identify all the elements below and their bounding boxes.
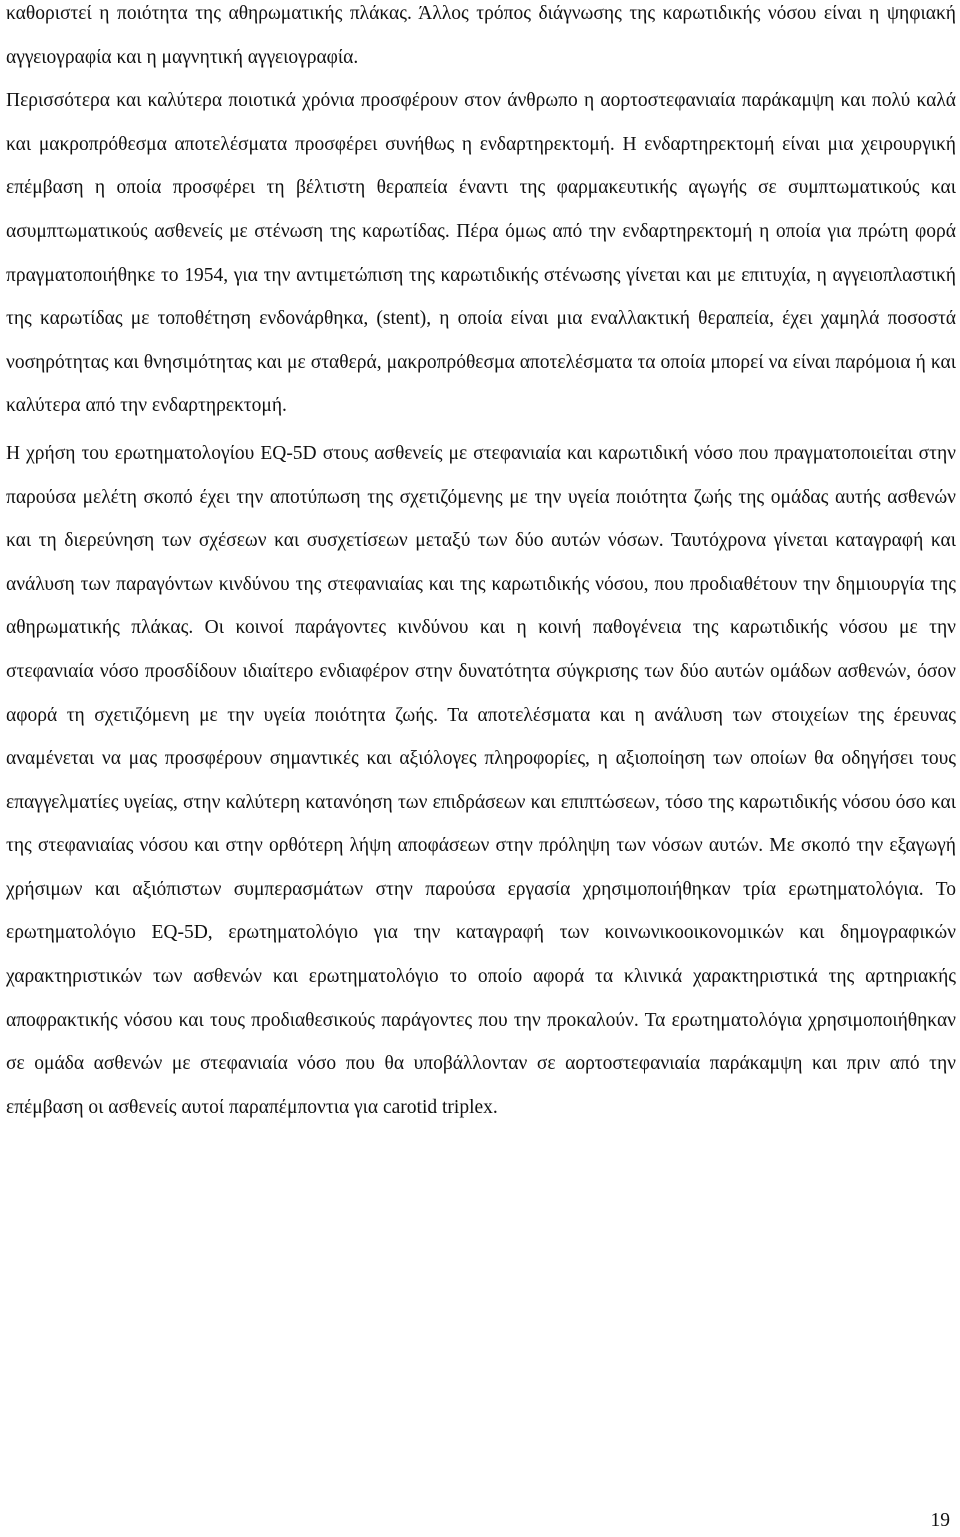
paragraph-treatment: Περισσότερα και καλύτερα ποιοτικά χρόνια προσφέρουν στον άνθρωπο η αορτοστεφανιαία παράκαμψη και πολύ καλά και μακροπρόθεσμα αποτελέσματα προσφέρει συνήθως η ενδαρτηρεκτομή. Η ενδαρτηρεκτομή είναι μια χειρουργική επέμβαση η οποία προσφέρει τη βέλτιστη θεραπεία έναντι της φαρμακευτικής αγωγής σε συμπτωματικούς και ασυμπτωματικούς ασθενείς με στένωση της καρωτίδας. Πέρα όμως από την ενδαρτηρεκτομή η οποία για πρώτη φορά πραγματοποιήθηκε το 1954, για την αντιμετώπιση της καρωτιδικής στένωσης γίνεται και με επιτυχία, η αγγειοπλαστική της καρωτίδας με τοποθέτηση ενδονάρθηκα, (stent), η οποία είναι μια εναλλακτική θεραπεία, έχει χαμηλά ποσοστά νοσηρότητας και θνησιμότητας και με σταθερά, μακροπρόθεσμα αποτελέσματα τα οποία μπορεί να είναι παρόμοια ή και καλύτερα από την ενδαρτηρεκτομή.	[6, 90, 956, 417]
page-number: 19	[930, 1510, 950, 1531]
paragraph-diagnosis: καθοριστεί η ποιότητα της αθηρωματικής πλάκας. Άλλος τρόπος διάγνωσης της καρωτιδικής νόσου είναι η ψηφιακή αγγειογραφία και η μαγνητική αγγειογραφία.	[6, 3, 956, 68]
document-page	[6, 0, 956, 1129]
paragraph-study-purpose: Η χρήση του ερωτηματολογίου EQ-5D στους ασθενείς με στεφανιαία και καρωτιδική νόσο που πραγματοποιείται στην παρούσα μελέτη σκοπό έχει την αποτύπωση της σχετιζόμενης με την υγεία ποιότητα ζωής της ομάδας αυτής ασθενών και τη διερεύνηση των σχέσεων και συσχετίσεων μεταξύ των δύο αυτών νόσων. Ταυτόχρονα γίνεται καταγραφή και ανάλυση των παραγόντων κινδύνου της στεφανιαίας και της καρωτιδικής νόσου, που προδιαθέτουν την δημιουργία της αθηρωματικής πλάκας. Οι κοινοί παράγοντες κινδύνου και η κοινή παθογένεια της καρωτιδικής νόσου με την στεφανιαία νόσο προσδίδουν ιδιαίτερο ενδιαφέρον στην δυνατότητα σύγκρισης των δύο αυτών ομάδων ασθενών, όσον αφορά τη σχετιζόμενη με την υγεία ποιότητα ζωής. Τα αποτελέσματα και η ανάλυση των στοιχείων της έρευνας αναμένεται να μας προσφέρουν σημαντικές και αξιόλογες πληροφορίες, η αξιοποίηση των οποίων θα οδηγήσει τους επαγγελματίες υγείας, στην καλύτερη κατανόηση των επιδράσεων και επιπτώσεων, τόσο της καρωτιδικής νόσου όσο και της στεφανιαίας νόσου και στην ορθότερη λήψη αποφάσεων στην πρόληψη των νόσων αυτών. Με σκοπό την εξαγωγή χρήσιμων και αξιόπιστων συμπερασμάτων στην παρούσα εργασία χρησιμοποιήθηκαν τρία ερωτηματολόγια. Το ερωτηματολόγιο EQ-5D, ερωτηματολόγιο για την καταγραφή των κοινωνικοοικονομικών και δημογραφικών χαρακτηριστικών των ασθενών και ερωτηματολόγιο το οποίο αφορά τα κλινικά χαρακτηριστικά της αρτηριακής αποφρακτικής νόσου και τους προδιαθεσικούς παράγοντες που την προκαλούν. Τα ερωτηματολόγια χρησιμοποιήθηκαν σε ομάδα ασθενών με στεφανιαία νόσο που θα υποβάλλονταν σε αορτοστεφανιαία παράκαμψη και πριν από την επέμβαση οι ασθενείς αυτοί παραπέμποντια για carotid triplex.	[6, 442, 956, 1118]
